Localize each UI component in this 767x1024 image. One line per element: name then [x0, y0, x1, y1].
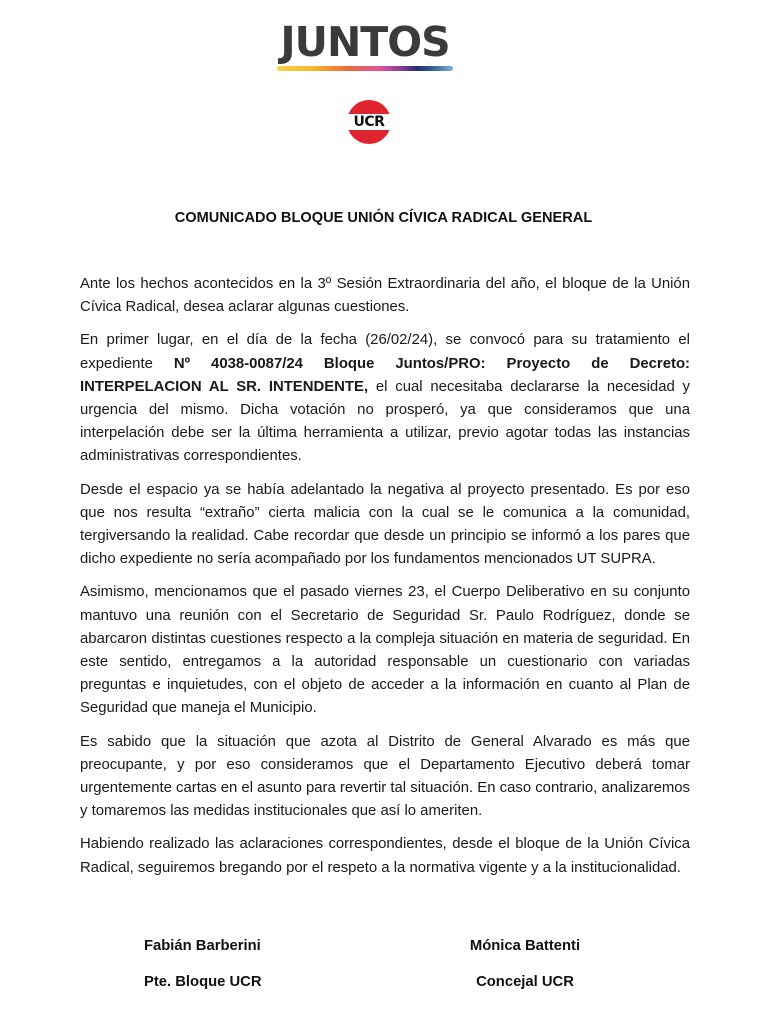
- paragraph-expediente-tail: el cual necesitaba declararse la necesidad y urgencia del mismo. Dicha votación no prosperó, ya que consideramos que una interpelación debe ser la última herramienta a utilizar, previo agotar todas las instancias administrativas correspondientes.: [80, 378, 690, 465]
- document-title: COMUNICADO BLOQUE UNIÓN CÍVICA RADICAL GENERAL: [174, 210, 593, 226]
- paragraph-reunion-seguridad: Asimismo, mencionamos que el pasado viernes 23, el Cuerpo Deliberativo en su conjunto mantuvo una reunión con el Secretario de Seguridad Sr. Paulo Rodríguez, donde se abarcaron distintas cuestiones respecto a la compleja situación en materia de seguridad. En este sentido, entregamos a la autoridad responsable un cuestionario con variadas preguntas e inquietudes, con el objeto de acceder a la información en cuanto al Plan de Seguridad que maneja el Municipio.: [80, 584, 690, 717]
- signature-name: Mónica Battenti: [469, 938, 581, 954]
- signature-name: Fabián Barberini: [144, 938, 261, 954]
- signature-right: [455, 938, 595, 990]
- juntos-logo-text: JUNTOS: [280, 18, 450, 66]
- document-body: [80, 273, 690, 890]
- signature-left: [144, 938, 262, 990]
- ucr-logo: [347, 100, 391, 144]
- paragraph-situacion: Es sabido que la situación que azota al Distrito de General Alvarado es más que preocupante, y por eso consideramos que el Departamento Ejecutivo deberá tomar urgentemente cartas en el asunto para revertir tal situación. En caso contrario, analizaremos y tomaremos las medidas institucionales que así lo ameriten.: [80, 733, 691, 820]
- paragraph-cierre: Habiendo realizado las aclaraciones correspondientes, desde el bloque de la Unión Cívica Radical, seguiremos bregando por el respeto a la normativa vigente y a la institucionalidad.: [80, 836, 690, 876]
- ucr-logo-text: UCR: [353, 114, 385, 130]
- expediente-reference: Nº 4038-0087/24 Bloque Juntos/PRO: Proyecto de Decreto: INTERPELACION AL SR. INTENDENTE,: [80, 355, 691, 395]
- ucr-logo-bottom-band: [347, 130, 391, 144]
- signature-role: Concejal UCR: [476, 974, 574, 990]
- juntos-logo-gradient-bar: [277, 66, 453, 71]
- paragraph-expediente: [80, 329, 690, 468]
- juntos-logo: [270, 20, 460, 71]
- paragraph-expediente-lead: En primer lugar, en el día de la fecha (26/02/24), se convocó para su tratamiento el expediente: [80, 332, 690, 372]
- signature-role: Pte. Bloque UCR: [144, 974, 262, 990]
- paragraph-intro: Ante los hechos acontecidos en la 3º Sesión Extraordinaria del año, el bloque de la Unión Cívica Radical, desea aclarar algunas cuestiones.: [80, 276, 690, 316]
- paragraph-negativa: Desde el espacio ya se había adelantado la negativa al proyecto presentado. Es por eso que nos resulta “extraño” cierta malicia con la cual se le comunica a la comunidad, tergiversando la realidad. Cabe recordar que desde un principio se informó a los pares que dicho expediente no sería acompañado por los fundamentos mencionados UT SUPRA.: [80, 481, 690, 568]
- ucr-logo-top-band: [347, 100, 391, 114]
